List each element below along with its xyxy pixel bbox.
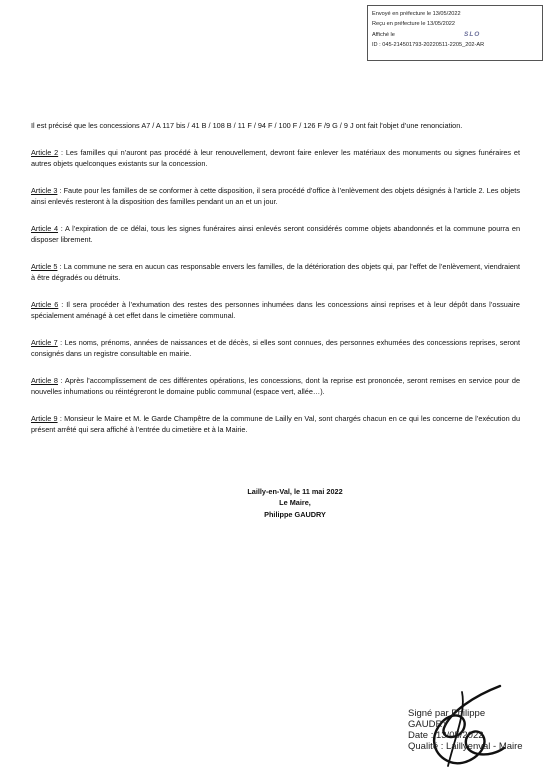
- article-text: : Monsieur le Maire et M. le Garde Champêtre de la commune de Lailly en Val, sont chargés chacun en ce qui les concerne de l’exécution du présent arrêté qui sera affiché à l’entrée du cimetière et à la Mairie.: [31, 413, 520, 434]
- article-text: : Les familles qui n’auront pas procédé à leur renouvellement, devront faire enlever les matériaux des monuments ou signes funéraires et autres objets quelconques existants sur la concession.: [31, 147, 521, 168]
- stamp-sent-date: Envoyé en préfecture le 13/05/2022: [372, 11, 461, 17]
- article-paragraph: [31, 261, 520, 284]
- article-paragraph: [31, 413, 520, 436]
- article-label: Article 2: [31, 147, 59, 157]
- signoff-place-date: Lailly-en-Val, le 11 mai 2022: [247, 487, 343, 496]
- article-label: Article 7: [31, 337, 58, 347]
- article-paragraph: [31, 337, 520, 360]
- signoff-role: Le Maire,: [279, 498, 311, 508]
- document-body: [31, 120, 520, 451]
- slo-logo: SLO: [464, 30, 481, 38]
- signature-date: Date : 13/05/2022: [408, 730, 484, 741]
- stamp-received-date: Reçu en préfecture le 13/05/2022: [372, 21, 456, 28]
- article-paragraph: [31, 147, 520, 170]
- signature-name: GAUDRY: [408, 719, 449, 730]
- article-text: : Les noms, prénoms, années de naissances et de décès, si elles sont connues, des personnes exhumées des concessions reprises, seront consignés dans un registre consultable en mairie.: [31, 337, 520, 358]
- article-label: Article 3: [31, 185, 58, 195]
- article-text: : Il sera procéder à l’exhumation des restes des personnes inhumées dans les concessions ainsi reprises et à leur dépôt dans l’ossuaire spécialement aménagé à cet effet dans le cimetière communal.: [31, 299, 520, 320]
- prefecture-stamp: [367, 5, 543, 61]
- stamp-posted-label: Affiché le: [372, 31, 395, 38]
- signoff-block: [200, 486, 390, 520]
- article-paragraph: [31, 299, 520, 322]
- article-paragraph: [31, 223, 520, 246]
- article-label: Article 8: [31, 375, 58, 385]
- article-label: Article 4: [31, 223, 59, 233]
- signoff-name: Philippe GAUDRY: [264, 509, 326, 519]
- article-text: : Après l’accomplissement de ces différentes opérations, les concessions, dont la reprise est prononcée, seront remises en service pour de nouvelles inhumations ou réintégreront le domaine public communal (espace vert, allée…).: [31, 375, 521, 396]
- article-label: Article 6: [31, 299, 59, 309]
- signature-signed-by: Signé par Philippe: [408, 708, 486, 719]
- article-label: Article 5: [31, 261, 58, 271]
- article-text: : La commune ne sera en aucun cas responsable envers les familles, de la détérioration des objets qui, par l’effet de l’enlèvement, viendraient à être dégradés ou détruits.: [31, 261, 521, 282]
- article-paragraph: [31, 185, 520, 208]
- articles-list: [31, 147, 520, 435]
- intro-paragraph: Il est précisé que les concessions A7 / A 117 bis / 41 B / 108 B / 11 F / 94 F / 100 F / 126 F /9 G / 9 J ont fait l’objet d’une renonciation.: [31, 121, 463, 130]
- article-text: : Faute pour les familles de se conformer à cette disposition, il sera procédé d’office à l’enlèvement des objets désignés à l’article 2. Les objets ainsi enlevés resteront à la disposition des familles pendant un an et un jour.: [31, 185, 520, 206]
- stamp-id: ID : 045-214501793-20220511-2205_202-AR: [372, 42, 485, 49]
- article-label: Article 9: [31, 413, 58, 423]
- article-text: : A l’expiration de ce délai, tous les signes funéraires ainsi enlevés seront considérés comme objets abandonnés et la commune pourra en disposer librement.: [31, 223, 520, 244]
- stamp-posted: [372, 30, 542, 40]
- article-paragraph: [31, 375, 520, 398]
- signature-quality: Qualité : Laillyenval - Maire: [408, 741, 523, 752]
- electronic-signature: [408, 708, 553, 752]
